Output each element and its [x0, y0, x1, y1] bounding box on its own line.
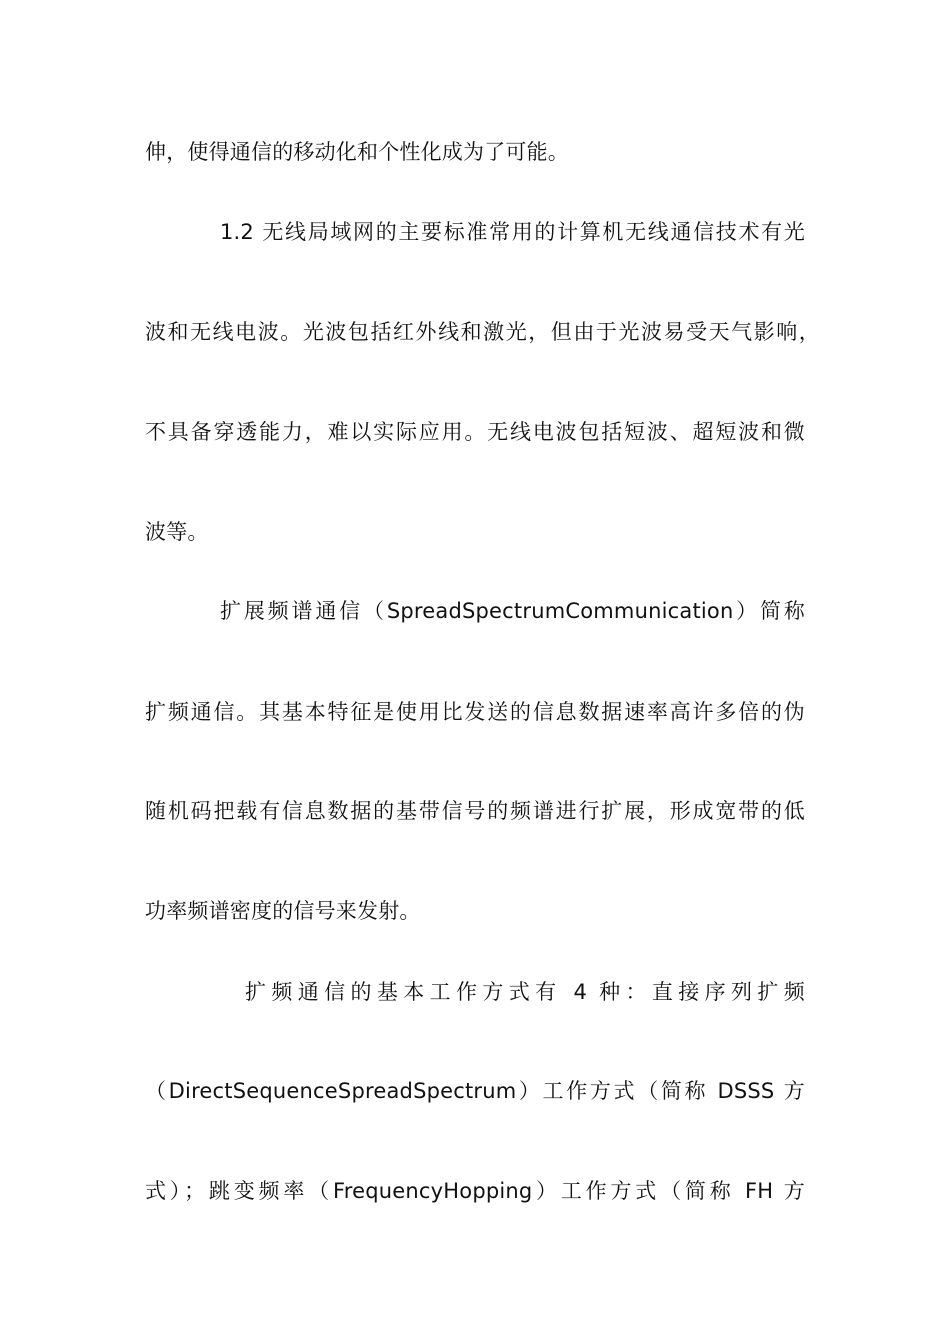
text-line-11: （DirectSequenceSpreadSpectrum）工作方式（简称 DSSS 方: [145, 1079, 805, 1103]
text-line-8: 随机码把载有信息数据的基带信号的频谱进行扩展，形成宽带的低: [145, 799, 805, 823]
paragraph-start-spread-spectrum: 扩展频谱通信（SpreadSpectrumCommunication）简称: [220, 599, 805, 623]
text-line-1: 伸，使得通信的移动化和个性化成为了可能。: [145, 140, 569, 164]
text-line-3: 波和无线电波。光波包括红外线和激光，但由于光波易受天气影响，: [145, 320, 820, 344]
paragraph-start-working-modes: 扩频通信的基本工作方式有 4 种：直接序列扩频: [245, 980, 805, 1004]
text-line-4: 不具备穿透能力，难以实际应用。无线电波包括短波、超短波和微: [145, 420, 805, 444]
text-line-12: 式）；跳变频率（FrequencyHopping）工作方式（简称 FH 方: [145, 1179, 805, 1203]
text-line-7: 扩频通信。其基本特征是使用比发送的信息数据速率高许多倍的伪: [145, 700, 805, 724]
text-line-9: 功率频谱密度的信号来发射。: [145, 899, 421, 923]
section-heading-line: 1.2 无线局域网的主要标准常用的计算机无线通信技术有光: [220, 220, 805, 244]
text-line-5: 波等。: [145, 520, 209, 544]
